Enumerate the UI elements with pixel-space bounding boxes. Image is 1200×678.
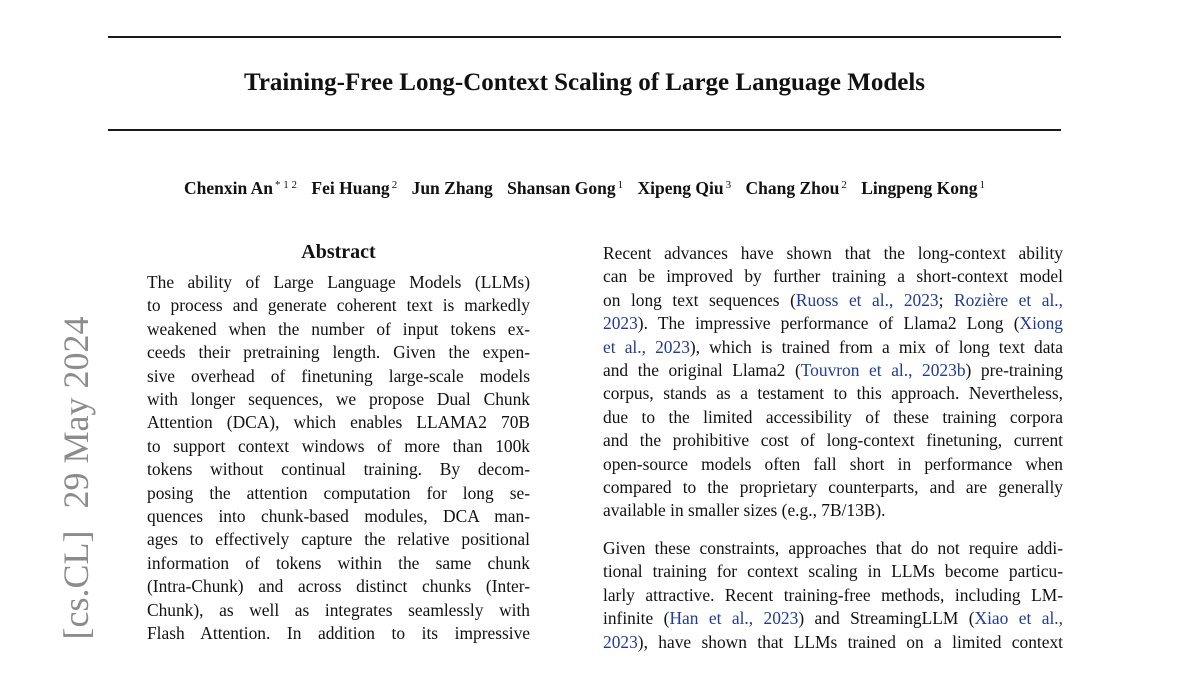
author-list (108, 173, 1061, 200)
intro-paragraph-1 (603, 242, 1063, 523)
citation-link[interactable]: 2023 (603, 631, 638, 652)
citation-link[interactable]: Rozière et al., (954, 289, 1063, 310)
intro-text: ), have shown that LLMs trained on a limited context (637, 631, 1063, 652)
author: Xipeng Qiu $^3$ (637, 178, 732, 198)
introduction-column (603, 242, 1063, 654)
intro-line (603, 289, 1063, 312)
abstract-line: to process and generate coherent text is markedly (147, 295, 530, 316)
intro-text: ; (938, 289, 955, 310)
intro-text: tional training for context scaling in LLMs become particu- (603, 561, 1063, 582)
intro-text: infinite ( (603, 608, 670, 629)
abstract-line: ages to effectively capture the relative positional (147, 529, 530, 550)
intro-text: open-source models often fall short in performance when (603, 453, 1063, 474)
abstract-line: weakened when the number of input tokens ex- (147, 318, 530, 339)
abstract-line: Attention (DCA), which enables LLAMA2 70B (147, 412, 530, 433)
abstract-line: quences into chunk-based modules, DCA man- (147, 506, 530, 527)
abstract-line: posing the attention computation for long se- (147, 482, 530, 503)
abstract-heading: Abstract (301, 241, 376, 263)
title-top-rule (108, 36, 1061, 38)
intro-text: can be improved by further training a short-context model (603, 266, 1063, 287)
abstract-body (147, 271, 530, 646)
intro-text: compared to the proprietary counterparts, and are generally (603, 477, 1063, 498)
intro-text: ). The impressive performance of Llama2 Long ( (637, 313, 1020, 334)
intro-text: and the prohibitive cost of long-context finetuning, current (603, 430, 1063, 451)
citation-link[interactable]: Touvron et al., 2023b (800, 360, 966, 381)
intro-text: Given these constraints, approaches that do not require addi- (603, 537, 1063, 558)
intro-line (603, 607, 1063, 630)
intro-line (603, 499, 1063, 522)
abstract-line: to support context windows of more than 100k (147, 435, 530, 456)
citation-link[interactable]: 2023 (603, 313, 638, 334)
title-bottom-rule (108, 129, 1061, 131)
author: Shansan Gong $^1$ (507, 178, 624, 198)
author: Fei Huang $^2$ (311, 178, 398, 198)
paper-title: Training-Free Long-Context Scaling of Large Language Models (244, 69, 925, 96)
intro-text: Recent advances have shown that the long-context ability (603, 243, 1063, 263)
abstract-line: sive overhead of finetuning large-scale models (147, 365, 530, 386)
intro-text: available in smaller sizes (e.g., 7B/13B). (603, 500, 886, 521)
intro-text: corpus, stands as a testament to this approach. Nevertheless, (603, 383, 1063, 404)
arxiv-date: 29 May 2024 (56, 316, 96, 509)
arxiv-category: [cs.CL] (56, 530, 96, 640)
citation-link[interactable]: Xiong (1019, 313, 1063, 334)
author: Chenxin An $^{* 1 2}$ (184, 178, 298, 198)
arxiv-side-stamp (54, 278, 98, 678)
intro-line (603, 265, 1063, 288)
intro-text: due to the limited accessibility of these training corpora (603, 406, 1063, 427)
intro-line (603, 359, 1063, 382)
citation-link[interactable]: Han et al., 2023 (669, 608, 799, 629)
intro-text: on long text sequences ( (603, 289, 796, 310)
author: Lingpeng Kong $^1$ (861, 178, 985, 198)
intro-line (603, 453, 1063, 476)
intro-text: ) pre-training (965, 360, 1063, 381)
abstract-line: Chunk), as well as integrates seamlessly with (147, 599, 530, 620)
intro-text: larly attractive. Recent training-free methods, including LM- (603, 584, 1063, 605)
intro-line (603, 382, 1063, 405)
citation-link[interactable]: Ruoss et al., 2023 (795, 289, 939, 310)
intro-line (603, 242, 1063, 265)
intro-text: ), which is trained from a mix of long text data (689, 336, 1063, 357)
intro-line (603, 429, 1063, 452)
author: Jun Zhang (411, 178, 493, 198)
abstract-line: with longer sequences, we propose Dual Chunk (147, 389, 530, 410)
intro-line (603, 336, 1063, 359)
intro-line (603, 584, 1063, 607)
abstract-line: Flash Attention. In addition to its impressive (147, 623, 530, 644)
intro-line (603, 631, 1063, 654)
intro-line (603, 537, 1063, 560)
abstract-line: (Intra-Chunk) and across distinct chunks (Inter- (147, 576, 530, 597)
intro-paragraph-2 (603, 537, 1063, 654)
author: Chang Zhou $^2$ (745, 178, 847, 198)
intro-text: and the original Llama2 ( (603, 360, 801, 381)
intro-line (603, 560, 1063, 583)
abstract-line: tokens without continual training. By decom- (147, 459, 530, 480)
intro-line (603, 312, 1063, 335)
abstract-line: ceeds their pretraining length. Given the expen- (147, 342, 530, 363)
intro-line (603, 476, 1063, 499)
abstract-line: The ability of Large Language Models (LLMs) (147, 272, 530, 292)
citation-link[interactable]: Xiao et al., (974, 608, 1064, 629)
citation-link[interactable]: et al., 2023 (603, 336, 690, 357)
intro-line (603, 406, 1063, 429)
abstract-line: information of tokens within the same chunk (147, 552, 530, 573)
intro-text: ) and StreamingLLM ( (798, 608, 975, 629)
